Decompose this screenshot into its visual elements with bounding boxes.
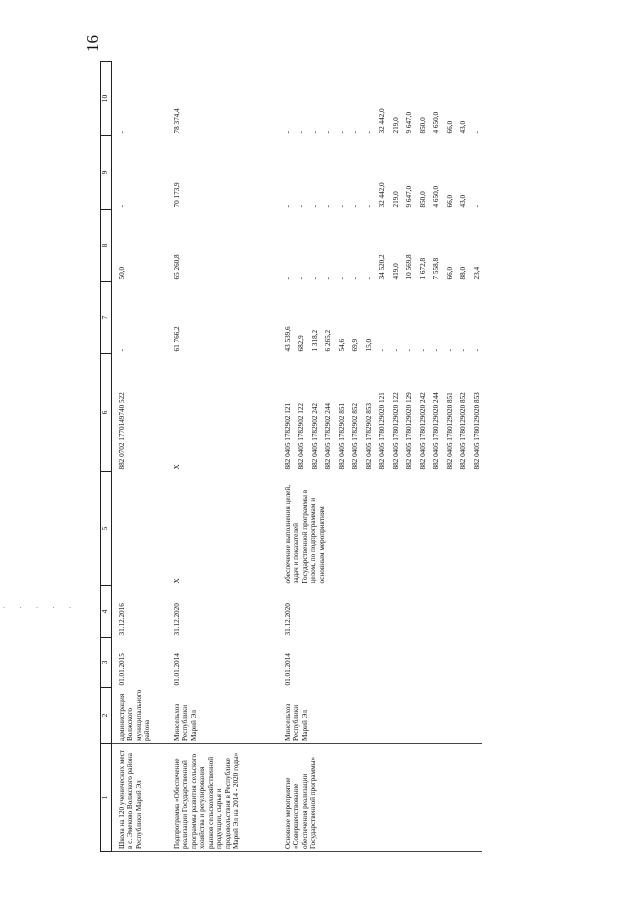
col-header-1: 1	[101, 744, 112, 852]
budget-code: 882 0405 1782902 244	[324, 403, 333, 470]
budget-code: 882 0405 1780129020 851	[445, 392, 454, 470]
value-col10: 4 650,0	[432, 111, 441, 134]
budget-code: 882 0405 1782902 851	[337, 403, 346, 470]
value-col8: -	[351, 277, 360, 280]
start-date: 01.01.2015	[118, 653, 126, 686]
col-header-4: 4	[101, 586, 112, 638]
value-col9: -	[351, 205, 360, 208]
value-col8: -	[364, 277, 373, 280]
responsible-executor: администрация Волжского муниципального района	[118, 689, 152, 741]
page-number: 16	[83, 35, 102, 52]
value-col8: 50,0	[118, 266, 126, 280]
value-col10: -	[364, 131, 373, 134]
value-col7: -	[432, 349, 441, 352]
value-col9: -	[118, 205, 126, 208]
expected-result: обеспечение выполнения целей, задач и показателей Государственной программы в целом, по подпрограммам и основным мероприятиям	[284, 484, 326, 584]
value-col7: -	[391, 349, 400, 352]
value-col9: 850,0	[418, 191, 427, 208]
value-col7: -	[445, 349, 454, 352]
budget-code: 882 0405 1782902 852	[351, 403, 360, 470]
value-col10: -	[324, 131, 333, 134]
value-col9: 32 442,0	[378, 182, 387, 208]
value-col10: 66,0	[445, 120, 454, 134]
activity-name: Основное мероприятие «Совершенствование обеспечения реализации Государственной программы»	[278, 744, 482, 852]
value-col9: -	[472, 205, 481, 208]
expected-result	[112, 472, 168, 586]
value-col9: -	[284, 205, 292, 208]
value-col8: 65 260,8	[173, 254, 181, 280]
rotated-page-content	[100, 62, 618, 852]
value-col7: -	[459, 349, 468, 352]
budget-code: 882 0405 1780129020 242	[418, 392, 427, 470]
value-col8: -	[297, 277, 306, 280]
budget-code: 882 0702 1770149740 522	[118, 392, 126, 470]
table-row	[278, 62, 293, 852]
value-col10: -	[118, 131, 126, 134]
activity-name: Подпрограмма «Обеспечение реализации Государственной программы развития сельского хозяйства и регулирования рынков сельскохозяйственной продукции, сырья и продовольствия в Республике Марий Эл на 2014 - 2020 годы»	[167, 744, 278, 852]
value-col10: -	[284, 131, 292, 134]
start-date: 01.01.2014	[284, 653, 292, 686]
value-col10: 32 442,0	[378, 108, 387, 134]
value-col7: -	[118, 349, 126, 352]
value-col9: 4 650,0	[432, 185, 441, 208]
value-col10: 219,0	[391, 117, 400, 134]
budget-code: 882 0405 1782902 121	[284, 403, 292, 470]
col-header-5: 5	[101, 472, 112, 586]
value-col8: -	[284, 277, 292, 280]
budget-code: 882 0405 1782902 242	[310, 403, 319, 470]
activity-name: Школа на 120 ученических мест в с. Эмеково Волжского района Республики Марий Эл	[112, 744, 168, 852]
col-header-3: 3	[101, 638, 112, 688]
value-col9: 9 647,0	[405, 185, 414, 208]
value-col7: -	[378, 349, 387, 352]
value-col10: -	[472, 131, 481, 134]
end-date: 31.12.2020	[173, 603, 181, 636]
value-col10: -	[297, 131, 306, 134]
program-table	[100, 61, 482, 852]
responsible-executor: Минсельхоз Республики Марий Эл	[173, 703, 198, 741]
value-col7: -	[405, 349, 414, 352]
budget-code: 882 0405 1780129020 852	[459, 392, 468, 470]
value-col8: 10 569,8	[405, 254, 414, 280]
expected-result: X	[173, 578, 181, 584]
col-header-10: 10	[101, 62, 112, 136]
budget-code: 882 0405 1782902 122	[297, 403, 306, 470]
value-col9: 219,0	[391, 191, 400, 208]
value-col7: -	[418, 349, 427, 352]
value-col8: 1 672,8	[418, 257, 427, 280]
col-header-8: 8	[101, 210, 112, 282]
value-col7: 61 766,2	[173, 326, 181, 352]
value-col8: 419,0	[391, 263, 400, 280]
value-col10: 78 374,4	[173, 108, 181, 134]
value-col9: 43,0	[459, 194, 468, 208]
value-col7: 15,0	[364, 338, 373, 352]
budget-code: 882 0405 1780129020 121	[378, 392, 387, 470]
budget-code: X	[173, 464, 181, 470]
value-col7: -	[472, 349, 481, 352]
value-col8: 7 558,8	[432, 257, 441, 280]
value-col9: 70 173,9	[173, 182, 181, 208]
end-date: 31.12.2016	[118, 603, 126, 636]
column-number-row	[101, 62, 112, 852]
value-col10: 850,0	[418, 117, 427, 134]
value-col7: 43 539,6	[284, 326, 292, 352]
value-col8: -	[337, 277, 346, 280]
col-header-9: 9	[101, 136, 112, 210]
value-col10: -	[351, 131, 360, 134]
scan-specks: . . . . .	[3, 600, 78, 610]
budget-code: 882 0405 1780129020 853	[472, 392, 481, 470]
value-col8: 23,4	[472, 266, 481, 280]
value-col9: 66,0	[445, 194, 454, 208]
value-col8: -	[310, 277, 319, 280]
table-row	[167, 62, 278, 852]
value-col9: -	[310, 205, 319, 208]
value-col10: -	[310, 131, 319, 134]
col-header-7: 7	[101, 282, 112, 354]
value-col7: 69,9	[351, 338, 360, 352]
value-col10: 43,0	[459, 120, 468, 134]
value-col10: 9 647,0	[405, 111, 414, 134]
value-col8: 88,0	[459, 266, 468, 280]
value-col8: 34 520,2	[378, 254, 387, 280]
budget-code: 882 0405 1780129020 244	[432, 392, 441, 470]
value-col8: -	[324, 277, 333, 280]
col-header-6: 6	[101, 354, 112, 472]
value-col7: 682,9	[297, 335, 306, 352]
value-col9: -	[364, 205, 373, 208]
value-col9: -	[337, 205, 346, 208]
budget-code: 882 0405 1780129020 122	[391, 392, 400, 470]
value-col7: 6 265,2	[324, 329, 333, 352]
end-date: 31.12.2020	[284, 603, 292, 636]
value-col7: 1 318,2	[310, 329, 319, 352]
table-row	[112, 62, 168, 852]
value-col7: 54,6	[337, 338, 346, 352]
value-col9: -	[297, 205, 306, 208]
responsible-executor: Минсельхоз Республики Марий Эл	[284, 703, 309, 741]
start-date: 01.01.2014	[173, 653, 181, 686]
budget-code: 882 0405 1782902 853	[364, 403, 373, 470]
value-col8: 66,0	[445, 266, 454, 280]
value-col9: -	[324, 205, 333, 208]
budget-code: 882 0405 1780129020 129	[405, 392, 414, 470]
col-header-2: 2	[101, 688, 112, 744]
value-col10: -	[337, 131, 346, 134]
